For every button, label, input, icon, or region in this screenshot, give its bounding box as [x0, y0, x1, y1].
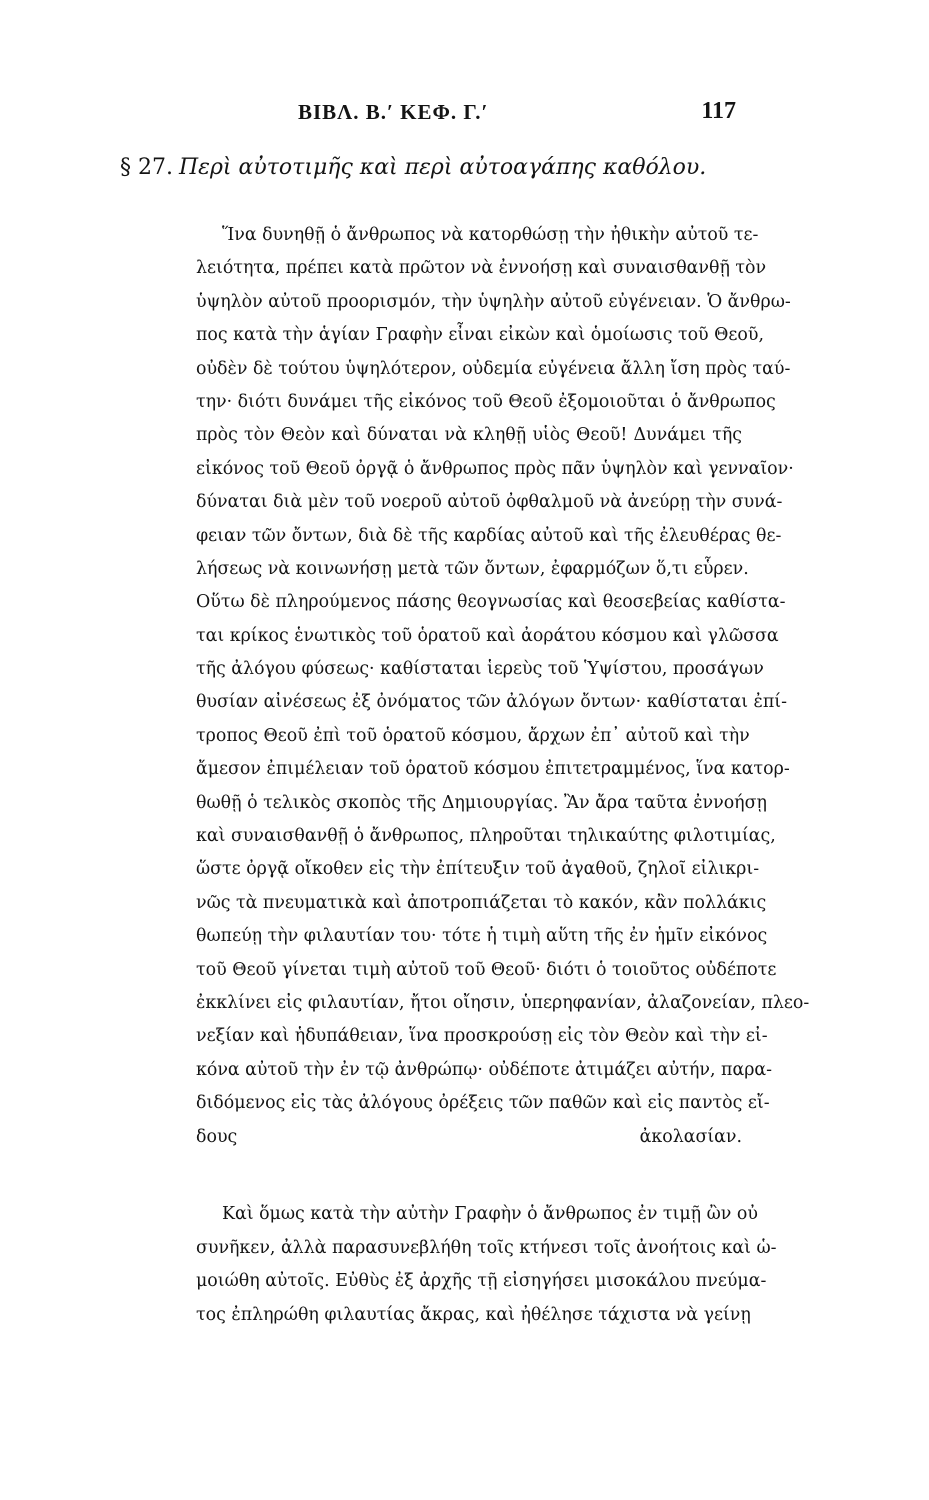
text-line: ἐκκλίνει εἰς φιλαυτίαν, ἤτοι οἴησιν, ὑπερηφανίαν, ἀλαζονείαν, πλεο-: [196, 992, 810, 1013]
section-number: § 27.: [120, 155, 173, 180]
running-title: ΒΙΒΛ. Β.′ ΚΕΦ. Γ.′: [298, 100, 489, 124]
text-line: τος ἐπληρώθη φιλαυτίας ἄκρας, καὶ ἠθέλησε τάχιστα νὰ γείνῃ: [196, 1304, 751, 1325]
text-line: πρὸς τὸν Θεὸν καὶ δύναται νὰ κληθῇ υἱὸς Θεοῦ! Δυνάμει τῆς: [196, 425, 742, 446]
body-text: [196, 219, 810, 1332]
text-line: ὥστε ὀργᾷ οἴκοθεν εἰς τὴν ἐπίτευξιν τοῦ ἀγαθοῦ, ζηλοῖ εἰλικρι-: [196, 859, 760, 880]
section-title: Περὶ αὐτοτιμῆς καὶ περὶ αὐτοαγάπης καθόλου.: [178, 155, 707, 180]
text-line: θωπεύῃ τὴν φιλαυτίαν του· τότε ἡ τιμὴ αὕτη τῆς ἐν ἡμῖν εἰκόνος: [196, 926, 768, 947]
text-line: τοῦ Θεοῦ γίνεται τιμὴ αὐτοῦ τοῦ Θεοῦ· διότι ὁ τοιοῦτος οὐδέποτε: [196, 959, 777, 980]
paragraph-2: [196, 1198, 777, 1332]
text-line: δύναται διὰ μὲν τοῦ νοεροῦ αὐτοῦ ὀφθαλμοῦ νὰ ἀνεύρῃ τὴν συνά-: [196, 492, 783, 513]
paragraph-1: [196, 219, 810, 1187]
text-line: λήσεως νὰ κοινωνήσῃ μετὰ τῶν ὄντων, ἐφαρμόζων ὅ,τι εὗρεν.: [196, 558, 749, 579]
text-line: συνῆκεν, ἀλλὰ παρασυνεβλήθη τοῖς κτήνεσι τοῖς ἀνοήτοις καὶ ὡ-: [196, 1237, 777, 1258]
text-line: μοιώθη αὐτοῖς. Εὐθὺς ἐξ ἀρχῆς τῇ εἰσηγήσει μισοκάλου πνεύμα-: [196, 1271, 767, 1292]
text-line: θυσίαν αἰνέσεως ἐξ ὀνόματος τῶν ἀλόγων ὄντων· καθίσταται ἐπί-: [196, 692, 787, 713]
paragraph-gap: [196, 1187, 742, 1198]
text-line: φειαν τῶν ὄντων, διὰ δὲ τῆς καρδίας αὐτοῦ καὶ τῆς ἐλευθέρας θε-: [196, 525, 782, 546]
text-line: Καὶ ὅμως κατὰ τὴν αὐτὴν Γραφὴν ὁ ἄνθρωπος ἐν τιμῇ ὢν οὐ: [222, 1204, 758, 1225]
text-line: νεξίαν καὶ ἡδυπάθειαν, ἵνα προσκρούσῃ εἰς τὸν Θεὸν καὶ τὴν εἰ-: [196, 1026, 768, 1047]
page-number: 117: [701, 98, 736, 124]
text-line: πος κατὰ τὴν ἁγίαν Γραφὴν εἶναι εἰκὼν καὶ ὁμοίωσις τοῦ Θεοῦ,: [196, 325, 764, 346]
text-line: ὑψηλὸν αὐτοῦ προορισμόν, τὴν ὑψηλὴν αὐτοῦ εὐγένειαν. Ὁ ἄνθρω-: [196, 291, 791, 312]
text-line: θωθῇ ὁ τελικὸς σκοπὸς τῆς Δημιουργίας. Ἂν ἄρα ταῦτα ἐννοήσῃ: [196, 792, 767, 813]
text-line: Ἵνα δυνηθῇ ὁ ἄνθρωπος νὰ κατορθώσῃ τὴν ἠθικὴν αὐτοῦ τε-: [222, 225, 759, 245]
text-line: Οὕτω δὲ πληρούμενος πάσης θεογνωσίας καὶ θεοσεβείας καθίστα-: [196, 592, 786, 613]
text-line: νῶς τὰ πνευματικὰ καὶ ἀποτροπιάζεται τὸ κακόν, κἂν πολλάκις: [196, 892, 767, 913]
text-line: καὶ συναισθανθῇ ὁ ἄνθρωπος, πληροῦται τηλικαύτης φιλοτιμίας,: [196, 826, 776, 847]
text-line: λειότητα, πρέπει κατὰ πρῶτον νὰ ἐννοήσῃ καὶ συναισθανθῇ τὸν: [196, 258, 767, 279]
text-line: εἰκόνος τοῦ Θεοῦ ὀργᾷ ὁ ἄνθρωπος πρὸς πᾶν ὑψηλὸν καὶ γενναῖον·: [196, 458, 794, 479]
text-line: ται κρίκος ἑνωτικὸς τοῦ ὁρατοῦ καὶ ἀοράτου κόσμου καὶ γλῶσσα: [196, 625, 779, 646]
text-line: οὐδὲν δὲ τούτου ὑψηλότερον, οὐδεμία εὐγένεια ἄλλη ἴση πρὸς ταύ-: [196, 358, 791, 379]
running-header: [214, 98, 738, 132]
text-line: διδόμενος εἰς τὰς ἀλόγους ὀρέξεις τῶν παθῶν καὶ εἰς παντὸς εἴ-: [196, 1093, 770, 1114]
text-line: δους ἀκολασίαν.: [196, 1126, 742, 1147]
text-line: τροπος Θεοῦ ἐπὶ τοῦ ὁρατοῦ κόσμου, ἄρχων ἐπ᾽ αὐτοῦ καὶ τὴν: [196, 725, 750, 746]
text-line: ἄμεσον ἐπιμέλειαν τοῦ ὁρατοῦ κόσμου ἐπιτετραμμένος, ἵνα κατορ-: [196, 759, 790, 780]
section-heading: [120, 155, 740, 191]
text-line: [196, 1154, 742, 1187]
text-line: την· διότι δυνάμει τῆς εἰκόνος τοῦ Θεοῦ ἐξομοιοῦται ὁ ἄνθρωπος: [196, 391, 776, 412]
text-line: κόνα αὐτοῦ τὴν ἐν τῷ ἀνθρώπῳ· οὐδέποτε ἀτιμάζει αὐτήν, παρα-: [196, 1059, 773, 1080]
text-line: τῆς ἀλόγου φύσεως· καθίσταται ἱερεὺς τοῦ Ὑψίστου, προσάγων: [196, 659, 764, 680]
